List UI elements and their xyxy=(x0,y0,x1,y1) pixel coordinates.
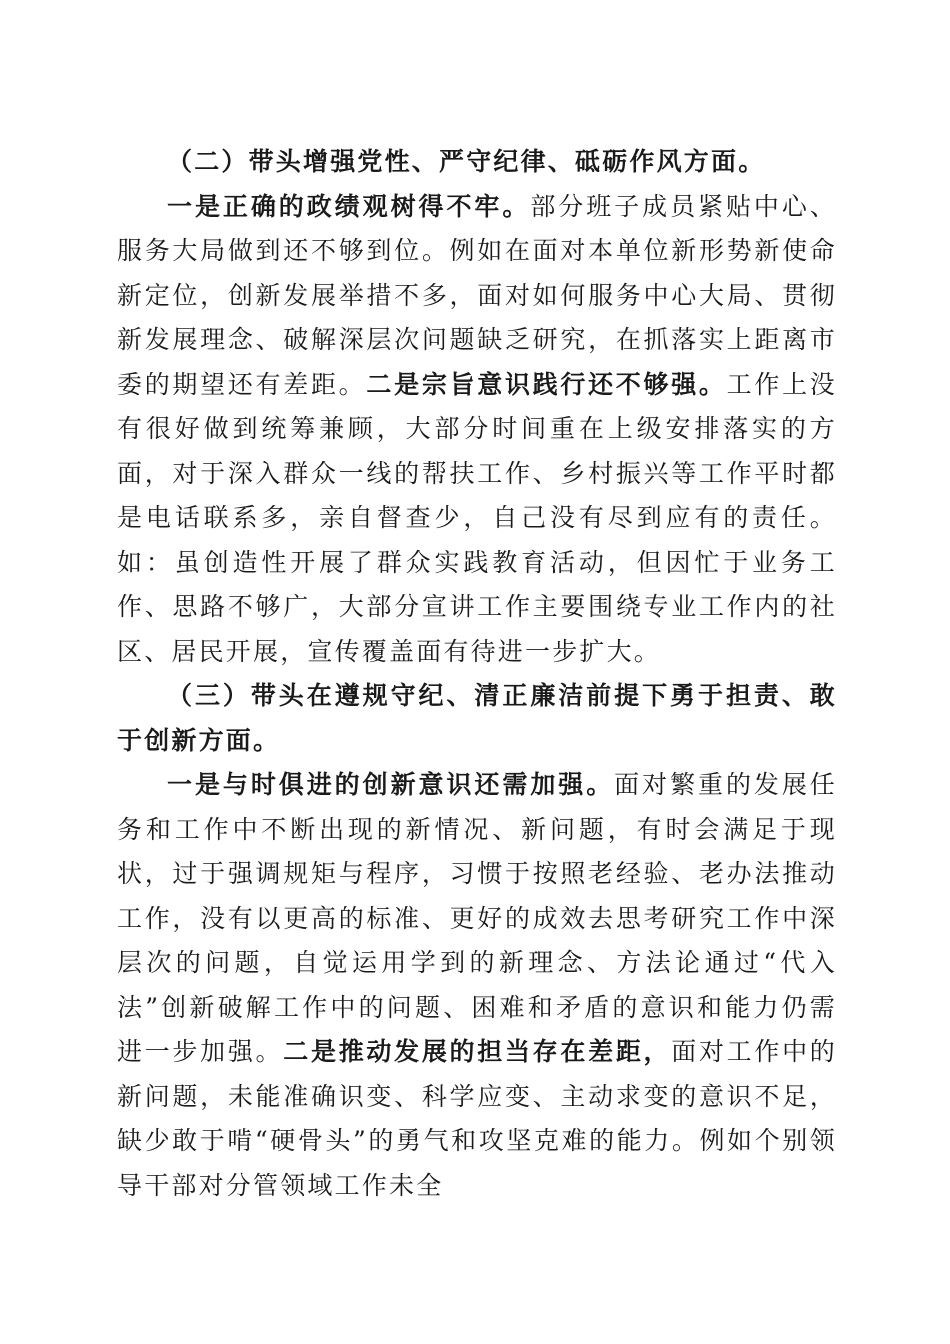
body-text: 面对繁重的发展任务和工作中不断出现的新情况、新问题，有时会满足于现状，过于强调规矩与程序，习惯于按照老经验、老办法推动工作，没有以更高的标准、更好的成效去思考研究工作中深层次的问题，自觉运用学到的新理念、方法论通过“代入法”创新破解工作中的问题、困难和矛盾的意识和能力仍需进一步加强。 xyxy=(117,770,838,1066)
section-heading-3: （三）带头在遵规守纪、清正廉洁前提下勇于担责、敢于创新方面。 xyxy=(117,681,837,755)
lead-sentence: 二是推动发展的担当存在差距， xyxy=(283,1037,672,1066)
section-heading-2: （二）带头增强党性、严守纪律、砥砺作风方面。 xyxy=(167,147,766,176)
body-text: 工作上没有很好做到统筹兼顾，大部分时间重在上级安排落实的方面，对于深入群众一线的帮扶工作、乡村振兴等工作平时都是电话联系多，亲自督查少，自己没有尽到应有的责任。如：虽创造性开展了群众实践教育活动，但因忙于业务工作、思路不够广，大部分宣讲工作主要围绕专业工作内的社区、居民开展，宣传覆盖面有待进一步扩大。 xyxy=(117,369,837,666)
body-text: 部分班子成员紧贴中心、服务大局做到还不够到位。例如在面对本单位新形势新使命新定位，创新发展举措不多，面对如何服务中心大局、贯彻新发展理念、破解深层次问题缺乏研究，在抓落实上距离市委的期望还有差距。 xyxy=(117,191,838,399)
paragraph-section-3 xyxy=(117,763,837,1208)
paragraph-section-2 xyxy=(117,185,837,675)
lead-sentence: 一是正确的政绩观树得不牢。 xyxy=(167,191,531,221)
body-text: 面对工作中的新问题，未能准确识变、科学应变、主动求变的意识不足，缺少敢于啃“硬骨头”的勇气和攻坚克难的能力。例如个别领导干部对分管领域工作未全 xyxy=(117,1037,838,1200)
document-body xyxy=(117,140,837,1208)
lead-sentence: 一是与时俱进的创新意识还需加强。 xyxy=(167,770,615,799)
lead-sentence: 二是宗旨意识践行还不够强。 xyxy=(366,369,727,399)
